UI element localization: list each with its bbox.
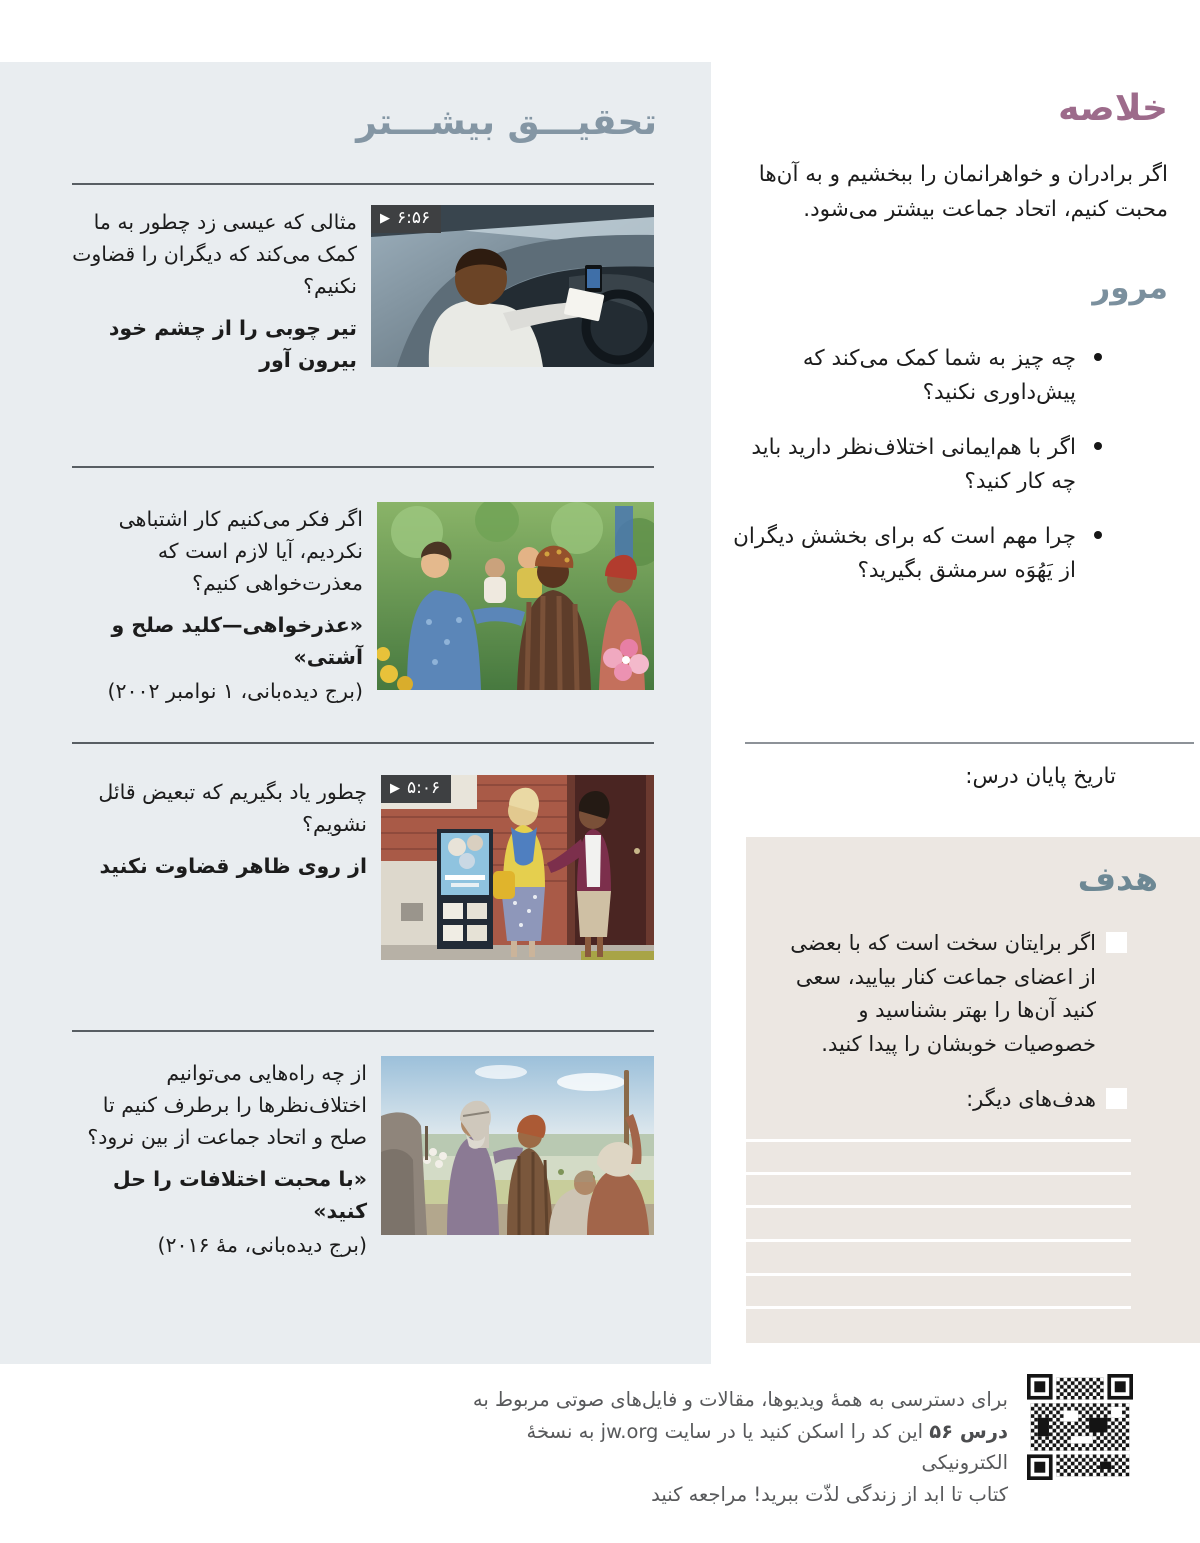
study-item-settle-differences <box>72 1056 654 1262</box>
study-question: از چه راه‌هایی می‌توانیم اختلاف‌نظرها را برطرف کنیم تا صلح و اتحاد جماعت از بین نرود؟ <box>87 1061 367 1149</box>
review-question-text: چه چیز به شما کمک می‌کند که پیش‌داوری نکنید؟ <box>802 346 1076 405</box>
study-item-text <box>72 502 363 708</box>
divider <box>72 466 654 468</box>
review-question <box>732 431 1104 499</box>
divider <box>72 742 654 744</box>
article-title-link[interactable]: «با محبت اختلافات را حل کنید» <box>112 1166 367 1223</box>
divider <box>745 742 1194 744</box>
study-item-video-beam <box>72 205 654 377</box>
write-in-line[interactable] <box>746 1139 1131 1142</box>
article-thumbnail-garden-gathering[interactable] <box>377 502 654 690</box>
footer-line3-pre: کتاب <box>962 1482 1008 1506</box>
article-source: (برج دیده‌بانی، مهٔ ۲۰۱۶) <box>157 1232 367 1257</box>
video-duration-badge <box>381 775 451 803</box>
checkbox[interactable] <box>1106 932 1127 953</box>
bullet-icon <box>1094 442 1102 450</box>
goal-item-text: هدف‌های دیگر: <box>966 1087 1096 1111</box>
write-in-line[interactable] <box>746 1172 1131 1175</box>
footer-note <box>442 1384 1008 1510</box>
checkbox[interactable] <box>1106 1088 1127 1109</box>
study-item-apology-article <box>72 502 654 708</box>
video-duration-badge <box>371 205 441 233</box>
review-heading: مرور <box>1092 270 1168 306</box>
footer-line3-post: مراجعه کنید <box>651 1482 754 1506</box>
review-question-text: چرا مهم است که برای بخشش دیگران از یَهُوَه سرمشق بگیرید؟ <box>733 523 1076 583</box>
video-thumbnail-man-in-car[interactable] <box>371 205 654 367</box>
video-duration: ۶:۵۶ <box>397 208 431 228</box>
review-question-text: اگر با هم‌ایمانی اختلاف‌نظر دارید باید چه کار کنید؟ <box>751 434 1076 494</box>
garden-gathering-illustration <box>377 502 654 690</box>
video-thumbnail-literature-cart[interactable] <box>381 775 654 960</box>
book-title: تا ابد از زندگی لذّت ببرید! <box>753 1482 963 1506</box>
study-question: اگر فکر می‌کنیم کار اشتباهی نکردیم، آیا لازم است که معذرت‌خواهی کنیم؟ <box>118 507 363 595</box>
divider <box>72 183 654 185</box>
article-title-link[interactable]: «عذرخواهی—کلید صلح و آشتی» <box>111 612 363 669</box>
video-title-link[interactable]: از روی ظاهر قضاوت نکنید <box>99 853 367 878</box>
goal-heading: هدف <box>1077 859 1158 898</box>
biblical-shepherds-illustration <box>381 1056 654 1235</box>
footer-line1: برای دسترسی به همهٔ ویدیوها، مقالات و فایل‌های صوتی مربوط به <box>472 1388 1008 1411</box>
review-question <box>732 520 1104 588</box>
review-question <box>732 342 1104 410</box>
study-item-text <box>72 1056 367 1262</box>
video-title-link[interactable]: تیر چوبی را از چشم خود بیرون آور <box>108 315 357 372</box>
jw-org-link[interactable]: jw.org <box>600 1419 659 1443</box>
bullet-icon <box>1094 531 1102 539</box>
goal-item-text: اگر برایتان سخت است که با بعضی از اعضای جماعت کنار بیایید، سعی کنید آن‌ها را بهتر بشناسید و خصوصیات خوبشان را پیدا کنید. <box>790 931 1096 1056</box>
goal-item <box>782 1083 1127 1117</box>
qr-code <box>1027 1374 1133 1480</box>
write-in-line[interactable] <box>746 1273 1131 1276</box>
study-item-text <box>72 205 357 377</box>
further-study-panel <box>0 62 711 1364</box>
footer-line2-mid: این کد را اسکن کنید یا در سایت <box>658 1419 930 1443</box>
further-study-heading: تحقیـــق بیشـــتر <box>356 102 657 143</box>
play-icon: ▶ <box>390 780 400 796</box>
bullet-icon <box>1094 353 1102 361</box>
write-in-line[interactable] <box>746 1239 1131 1242</box>
summary-text: اگر برادران و خواهرانمان را ببخشیم و به آن‌ها محبت کنیم، اتحاد جماعت بیشتر می‌شود. <box>758 162 1168 222</box>
study-item-text <box>72 775 367 883</box>
goal-box <box>746 837 1200 1343</box>
study-question: چطور یاد بگیریم که تبعیض قائل نشویم؟ <box>98 780 367 836</box>
study-question: مثالی که عیسی زد چطور به ما کمک می‌کند که دیگران را قضاوت نکنیم؟ <box>72 210 357 298</box>
review-question-list <box>732 342 1104 609</box>
footer-line2-end: به نسخهٔ الکترونیکی <box>526 1419 1008 1475</box>
video-duration: ۵:۰۶ <box>407 778 441 798</box>
play-icon: ▶ <box>380 210 390 226</box>
article-source: (برج دیده‌بانی، ۱ نوامبر ۲۰۰۲) <box>107 678 363 703</box>
completion-date-label: تاریخ پایان درس: <box>965 764 1116 789</box>
literature-cart <box>437 829 493 949</box>
footer-lesson-number: درس ۵۶ <box>929 1419 1008 1443</box>
goal-item <box>782 927 1127 1061</box>
divider <box>72 1030 654 1032</box>
write-in-line[interactable] <box>746 1306 1131 1309</box>
article-thumbnail-biblical-scene[interactable] <box>381 1056 654 1235</box>
study-item-video-appearances <box>72 775 654 960</box>
summary-heading: خلاصه <box>1058 88 1168 129</box>
write-in-line[interactable] <box>746 1205 1131 1208</box>
